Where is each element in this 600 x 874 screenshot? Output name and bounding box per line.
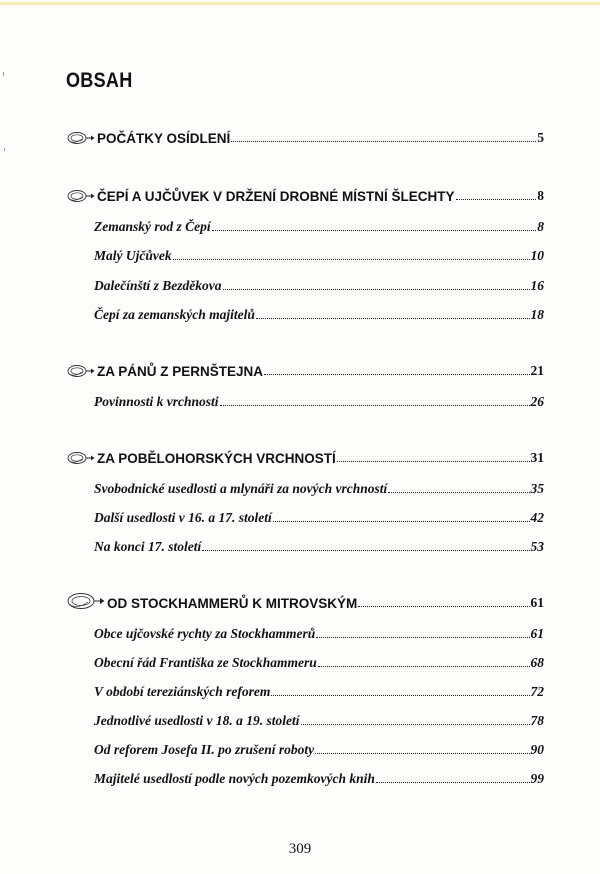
toc-subsection-label: Dalečínští z Bezděkova	[94, 278, 222, 293]
dot-leader	[273, 521, 530, 522]
dot-leader	[212, 230, 537, 231]
toc-subsection-label: Další usedlosti v 16. a 17. století	[94, 510, 272, 525]
scan-edge-mark	[4, 148, 5, 151]
toc-subsection[interactable]	[94, 477, 544, 497]
dot-leader	[358, 606, 529, 607]
toc-subsection-label: Malý Ujčůvek	[94, 248, 172, 263]
dot-leader	[264, 374, 529, 375]
scan-edge-mark	[3, 72, 4, 76]
ornament-arrow-icon	[66, 130, 96, 146]
page-title: OBSAH	[66, 69, 133, 92]
toc-subsection[interactable]	[94, 215, 544, 235]
toc-subsection-label: Obce ujčovské rychty za Stockhammerů	[94, 626, 316, 641]
toc-subsection-label: Na konci 17. století	[94, 539, 202, 554]
toc-page-number: 21	[530, 363, 544, 378]
toc-page-number: 42	[530, 510, 544, 525]
dot-leader	[337, 461, 530, 462]
toc-subsection[interactable]	[94, 244, 544, 264]
toc-subsection-label: Majitelé usedlostí podle nových pozemkových knih	[94, 771, 375, 786]
toc-page-number: 61	[530, 595, 544, 610]
toc-section-label: ZA PÁNŮ Z PERNŠTEJNA	[97, 364, 264, 379]
toc-subsection-label: Povinnosti k vrchnosti	[94, 394, 219, 409]
toc-page-number: 53	[530, 539, 544, 554]
ornament-arrow-icon	[66, 363, 96, 379]
dot-leader	[376, 782, 530, 783]
toc-page-number: 26	[530, 394, 544, 409]
dot-leader	[256, 318, 530, 319]
toc-subsection-label: V období tereziánských reforem	[94, 684, 271, 699]
toc-section[interactable]	[66, 446, 544, 466]
toc-section[interactable]	[66, 184, 544, 204]
top-edge-line	[0, 2, 600, 5]
toc-subsection-label: Svobodnické usedlosti a mlynáři za nových vrchností	[94, 481, 388, 496]
dot-leader	[223, 289, 530, 290]
toc-page-number: 18	[530, 307, 544, 322]
toc-page-number: 31	[530, 450, 544, 465]
toc-subsection-label: Čepí za zemanských majitelů	[94, 307, 255, 322]
toc-page-number: 35	[530, 481, 544, 496]
toc-section[interactable]	[66, 591, 544, 611]
toc-subsection[interactable]	[94, 709, 544, 729]
dot-leader	[271, 695, 529, 696]
toc-page-number: 5	[537, 130, 544, 145]
toc-section-label: OD STOCKHAMMERŮ K MITROVSKÝM	[107, 596, 358, 611]
ornament-arrow-icon	[66, 188, 96, 204]
ornament-arrow-icon	[66, 591, 106, 611]
toc-subsection[interactable]	[94, 622, 544, 642]
toc-subsection[interactable]	[94, 738, 544, 758]
toc-page-number: 10	[530, 248, 544, 263]
dot-leader	[318, 666, 530, 667]
toc-subsection[interactable]	[94, 535, 544, 555]
toc-subsection-label: Obecní řád Františka ze Stockhammeru	[94, 655, 317, 670]
dot-leader	[301, 724, 530, 725]
dot-leader	[456, 199, 537, 200]
toc-page-number: 61	[530, 626, 544, 641]
dot-leader	[231, 141, 536, 142]
toc-page-number: 16	[530, 278, 544, 293]
toc-subsection[interactable]	[94, 303, 544, 323]
toc-section-label: POČÁTKY OSÍDLENÍ	[97, 131, 231, 146]
toc-page-number: 78	[530, 713, 544, 728]
dot-leader	[316, 637, 529, 638]
toc-section[interactable]	[66, 359, 544, 379]
ornament-arrow-icon	[66, 450, 96, 466]
toc-section-label: ZA POBĚLOHORSKÝCH VRCHNOSTÍ	[97, 451, 336, 466]
toc-page-number: 99	[530, 771, 544, 786]
toc-page-number: 68	[530, 655, 544, 670]
dot-leader	[202, 550, 529, 551]
toc-section[interactable]	[66, 126, 544, 146]
dot-leader	[173, 259, 530, 260]
toc-section-label: ČEPÍ A UJČŮVEK V DRŽENÍ DROBNÉ MÍSTNÍ ŠLECHTY	[97, 189, 455, 204]
toc-subsection[interactable]	[94, 274, 544, 294]
toc-subsection-label: Jednotlivé usedlosti v 18. a 19. století	[94, 713, 300, 728]
toc-subsection[interactable]	[94, 680, 544, 700]
toc-subsection[interactable]	[94, 651, 544, 671]
toc-subsection-label: Od reforem Josefa II. po zrušení roboty	[94, 742, 315, 757]
toc-page-number: 90	[530, 742, 544, 757]
toc-subsection-label: Zemanský rod z Čepí	[94, 219, 211, 234]
dot-leader	[388, 492, 529, 493]
dot-leader	[315, 753, 529, 754]
footer-page-number: 309	[288, 841, 312, 857]
toc-subsection[interactable]	[94, 767, 544, 787]
toc-subsection[interactable]	[94, 506, 544, 526]
toc-subsection[interactable]	[94, 390, 544, 410]
toc-page-number: 8	[537, 188, 544, 203]
dot-leader	[220, 405, 530, 406]
toc-page-number: 72	[530, 684, 544, 699]
toc-page-number: 8	[537, 219, 544, 234]
